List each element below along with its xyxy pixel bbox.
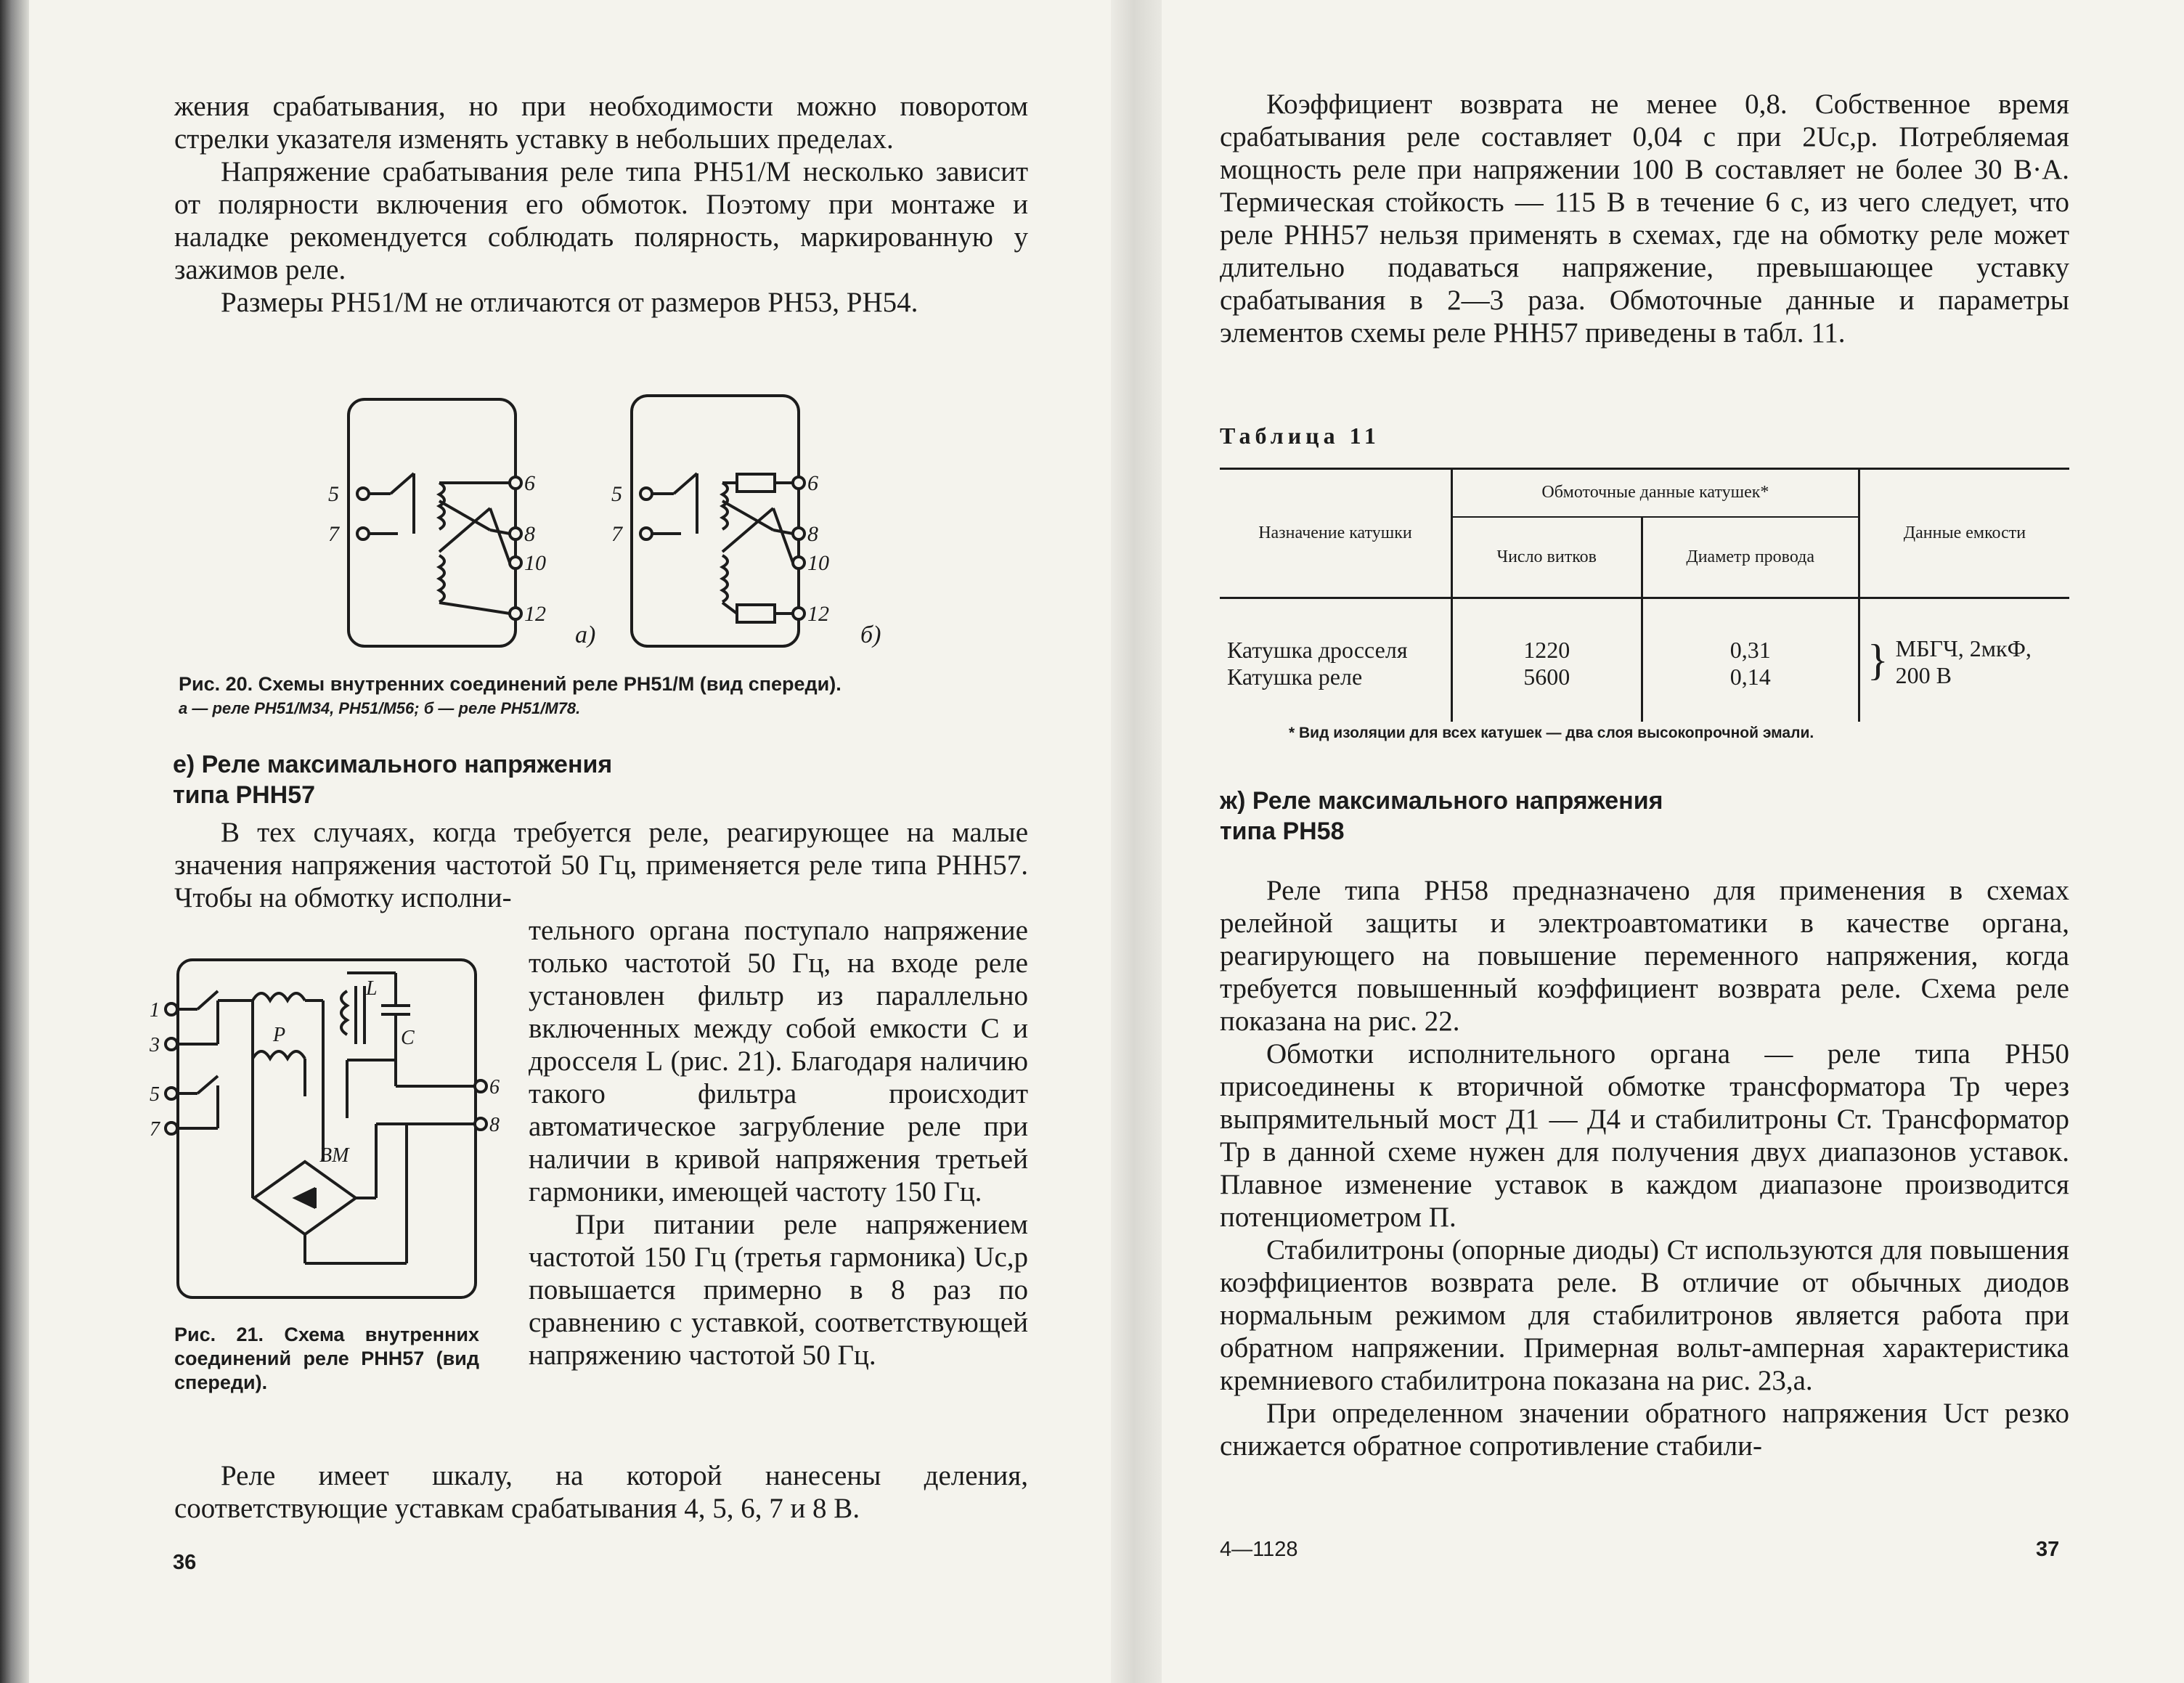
left-para-3: Размеры РН51/М не отличаются от размеров РН53, РН54. <box>221 287 918 318</box>
section-zh-title-line2: типа РН58 <box>1220 818 1345 845</box>
th-diameter: Диаметр провода <box>1642 517 1859 598</box>
left-para-1: жения срабатывания, но при необходимости можно поворотом стрелки указателя изменять уставку в небольших пределах. <box>174 91 1028 155</box>
td-diameter-choke: 0,31 <box>1642 598 1859 664</box>
section-e-title-line1: е) Реле максимального напряжения <box>173 751 613 778</box>
right-text-bottom <box>1220 874 2069 1462</box>
fig20a-terminal-5: 5 <box>328 482 339 506</box>
capacitance-line-1: МБГЧ, 2мкФ, <box>1895 635 2032 661</box>
fig21-terminal-6: 6 <box>489 1076 500 1099</box>
right-para-4: Стабилитроны (опорные диоды) Ст используются для повышения коэффициентов возврата реле. В отличие от обычных диодов нормальным режимом для стабилитронов является работа при обратном напряжении. Примерная вольт-амперная характеристика кремниевого стабилитрона показана на рис. 23,а. <box>1220 1234 2069 1396</box>
right-para-1: Коэффициент возврата не менее 0,8. Собственное время срабатывания реле составляет 0,04 с при 2Uс,р. Потребляемая мощность реле при напряжении 100 В составляет не более 30 В·А. Термическая стойкость — 115 В в течение 6 с, из чего следует, что реле РНН57 нельзя применять в схемах, где на обмотку реле может длительно подаваться напряжение, превышающее уставку срабатывания в 2—3 раза. Обмоточные данные и параметры элементов схемы реле РНН57 приведены в табл. 11. <box>1220 89 2069 349</box>
figure-21 <box>145 951 508 1307</box>
fig20b-terminal-8: 8 <box>807 522 818 546</box>
right-page-number: 37 <box>2036 1538 2060 1561</box>
td-purpose-relay: Катушка реле <box>1220 664 1451 722</box>
figure-20a-schematic <box>349 399 521 646</box>
fig21-terminal-5: 5 <box>150 1083 160 1106</box>
left-para-4-continued <box>529 914 1028 1372</box>
section-e-title-line2: типа РНН57 <box>173 781 316 809</box>
fig21-label-c: С <box>401 1027 415 1049</box>
fig20-caption-main: Рис. 20. Схемы внутренних соединений реле РН51/М (вид спереди). <box>179 673 842 695</box>
fig20-caption-sub: а — реле РН51/М34, РН51/М56; б — реле РН51/М78. <box>179 699 581 717</box>
td-diameter-relay: 0,14 <box>1642 664 1859 722</box>
td-turns-choke: 1220 <box>1451 598 1642 664</box>
figure-20-caption <box>179 672 1028 720</box>
table-row-choke <box>1220 598 2069 664</box>
fig21-terminal-7: 7 <box>150 1118 160 1141</box>
fig21-terminal-3: 3 <box>150 1034 160 1056</box>
fig20a-terminal-12: 12 <box>524 602 546 626</box>
left-text-top <box>174 90 1028 319</box>
left-para-2: Напряжение срабатывания реле типа РН51/М несколько зависит от полярности включения его обмоток. Поэтому при монтаже и наладке рекомендуется соблюдать полярность, маркированную у зажимов реле. <box>174 156 1028 285</box>
left-para-4: В тех случаях, когда требуется реле, реагирующее на малые значения напряжения частотой 50 Гц, применяется реле типа РНН57. Чтобы на обмотку исполни- <box>174 817 1028 913</box>
left-page-number: 36 <box>173 1551 197 1574</box>
th-purpose: Назначение катушки <box>1220 469 1451 598</box>
figure-20 <box>305 392 915 661</box>
right-para-3: Обмотки исполнительного органа — реле типа РН50 присоединены к вторичной обмотке трансформатора Тр через выпрямительный мост Д1 — Д4 и стабилитроны Ст. Трансформатор Тр в данной схеме нужен для получения двух диапазонов уставок. Плавное изменение уставок в каждом диапазоне производится потенциометром П. <box>1220 1038 2069 1233</box>
fig21-label-vm: ВМ <box>319 1144 349 1167</box>
right-para-5: При определенном значении обратного напряжения Uст резко снижается обратное сопротивление стабили- <box>1220 1398 2069 1462</box>
th-turns: Число витков <box>1451 517 1642 598</box>
section-zh-heading <box>1220 786 1663 847</box>
th-capacitance: Данные емкости <box>1859 469 2069 598</box>
left-para-4-cont-text: тельного органа поступало напряжение только частотой 50 Гц, на входе реле установлен фильтр из параллельно включенных между собой емкости C и дросселя L (рис. 21). Благодаря наличию такого фильтра происходит автоматическое загрубление реле при наличии в кривой напряжения третьей гармоники, имеющей частоту 150 Гц. <box>529 915 1028 1207</box>
fig21-label-p: Р <box>273 1024 286 1046</box>
fig20a-terminal-6: 6 <box>524 471 535 495</box>
table-11-label: Таблица 11 <box>1220 423 1380 449</box>
book-spine <box>1111 0 1162 1683</box>
table-header-row-1 <box>1220 469 2069 517</box>
figure-20b-schematic <box>611 396 881 648</box>
left-para-6: Реле имеет шкалу, на которой нанесены деления, соответствующие уставкам срабатывания 4, 5, 6, 7 и 8 В. <box>174 1460 1028 1524</box>
right-para-2: Реле типа РН58 предназначено для применения в схемах релейной защиты и электроавтоматики в качестве органа, реагирующего на повышение переменного напряжения, когда требуется повышенный коэффициент возврата реле. Схема реле показана на рис. 22. <box>1220 875 2069 1037</box>
fig20b-terminal-6: 6 <box>807 471 818 495</box>
fig20b-terminal-10: 10 <box>807 551 829 575</box>
section-e-heading <box>173 749 612 810</box>
fig20b-terminal-7: 7 <box>611 522 622 546</box>
left-para-5: При питании реле напряжением частотой 150 Гц (третья гармоника) Uс,р повышается примерно в 8 раз по сравнению с уставкой, соответствующей напряжению частотой 50 Гц. <box>529 1209 1028 1371</box>
fig20a-terminal-7: 7 <box>328 522 339 546</box>
printer-signature: 4—1128 <box>1220 1538 1298 1561</box>
td-turns-relay: 5600 <box>1451 664 1642 722</box>
brace-mark: } <box>1867 636 1888 684</box>
fig21-terminal-8: 8 <box>489 1114 500 1136</box>
table-footnote: * Вид изоляции для всех катушек — два слоя высокопрочной эмали. <box>1289 725 1814 741</box>
fig20a-terminal-8: 8 <box>524 522 535 546</box>
th-winding-group: Обмоточные данные катушек* <box>1451 469 1859 517</box>
fig20a-terminal-10: 10 <box>524 551 546 575</box>
fig21-label-l: L <box>366 977 378 1000</box>
fig20b-terminal-5: 5 <box>611 482 622 506</box>
fig20b-terminal-12: 12 <box>807 602 829 626</box>
figure-21-caption: Рис. 21. Схема внутренних соединений реле РНН57 (вид спереди). <box>174 1324 479 1393</box>
table-11 <box>1220 468 2069 722</box>
capacitance-line-2: 200 В <box>1895 662 1952 688</box>
fig21-terminal-1: 1 <box>150 999 160 1022</box>
fig20b-label: б) <box>860 622 881 648</box>
fig20a-label: а) <box>575 622 596 648</box>
td-capacitance <box>1859 598 2069 722</box>
right-page <box>1162 0 2184 1683</box>
td-purpose-choke: Катушка дросселя <box>1220 598 1451 664</box>
section-zh-title-line1: ж) Реле максимального напряжения <box>1220 787 1663 815</box>
